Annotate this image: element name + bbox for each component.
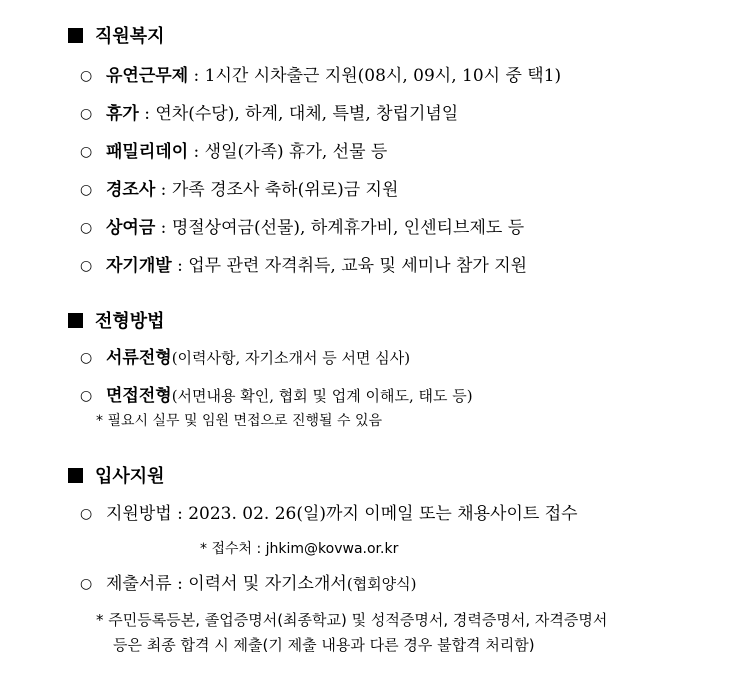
- circle-bullet-icon: ○: [80, 106, 93, 122]
- document-note-line1: * 주민등록등본, 졸업증명서(최종학교) 및 성적증명서, 경력증명서, 자격증명서: [96, 611, 608, 629]
- item-text: 제출서류 : 이력서 및 자기소개서: [106, 574, 347, 594]
- item-text: 생일(가족) 휴가, 선물 등: [204, 142, 388, 162]
- section-title-welfare: [68, 28, 165, 46]
- circle-bullet-icon: ○: [80, 506, 93, 522]
- list-item: [80, 576, 417, 593]
- item-label: 자기개발: [106, 256, 172, 276]
- item-label: 패밀리데이: [106, 142, 189, 162]
- list-item: [80, 506, 578, 523]
- item-separator: :: [155, 180, 172, 200]
- selection-note: * 필요시 실무 및 임원 면접으로 진행될 수 있음: [96, 413, 383, 429]
- filled-square-icon: [68, 313, 83, 328]
- item-label: 경조사: [106, 180, 156, 200]
- item-separator: :: [138, 104, 156, 124]
- item-separator: :: [171, 256, 189, 276]
- item-separator: :: [188, 142, 205, 162]
- item-text: 1시간 시차출근 지원(08시, 09시, 10시 중 택1): [204, 66, 562, 86]
- list-item: [80, 258, 527, 275]
- item-label: 서류전형: [106, 348, 172, 368]
- email-note: * 접수처 : jhkim@kovwa.or.kr: [200, 541, 399, 557]
- section-title-text: 직원복지: [95, 26, 165, 47]
- item-label: 면접전형: [106, 386, 172, 406]
- item-text: 명절상여금(선물), 하계휴가비, 인센티브제도 등: [171, 218, 525, 238]
- circle-bullet-icon: ○: [80, 576, 93, 592]
- section-title-selection: [68, 313, 165, 331]
- item-text: 연차(수당), 하계, 대체, 특별, 창립기념일: [155, 104, 459, 124]
- list-item: [80, 220, 524, 237]
- list-item: [80, 388, 473, 405]
- item-text: (이력사항, 자기소개서 등 서면 심사): [171, 349, 411, 367]
- section-title-text: 전형방법: [95, 311, 165, 332]
- list-item: [80, 350, 410, 367]
- filled-square-icon: [68, 468, 83, 483]
- circle-bullet-icon: ○: [80, 182, 93, 198]
- item-separator: :: [155, 218, 172, 238]
- section-title-text: 입사지원: [95, 466, 165, 487]
- circle-bullet-icon: ○: [80, 144, 93, 160]
- section-title-application: [68, 468, 165, 486]
- list-item: [80, 68, 561, 85]
- item-separator: :: [188, 66, 205, 86]
- circle-bullet-icon: ○: [80, 220, 93, 236]
- item-paren: (협회양식): [346, 575, 417, 593]
- circle-bullet-icon: ○: [80, 388, 93, 404]
- circle-bullet-icon: ○: [80, 258, 93, 274]
- circle-bullet-icon: ○: [80, 68, 93, 84]
- item-text: 업무 관련 자격취득, 교육 및 세미나 참가 지원: [188, 256, 528, 276]
- list-item: [80, 182, 398, 199]
- list-item: [80, 106, 458, 123]
- item-label: 상여금: [106, 218, 156, 238]
- item-label: 유연근무제: [106, 66, 189, 86]
- item-label: 휴가: [106, 104, 139, 124]
- item-text: (서면내용 확인, 협회 및 업계 이해도, 태도 등): [171, 387, 473, 405]
- item-text: 지원방법 : 2023. 02. 26(일)까지 이메일 또는 채용사이트 접수: [106, 504, 578, 524]
- circle-bullet-icon: ○: [80, 350, 93, 366]
- list-item: [80, 144, 387, 161]
- item-text: 가족 경조사 축하(위로)금 지원: [171, 180, 399, 200]
- filled-square-icon: [68, 28, 83, 43]
- document-note-line2: 등은 최종 합격 시 제출(기 제출 내용과 다른 경우 불합격 처리함): [113, 636, 535, 654]
